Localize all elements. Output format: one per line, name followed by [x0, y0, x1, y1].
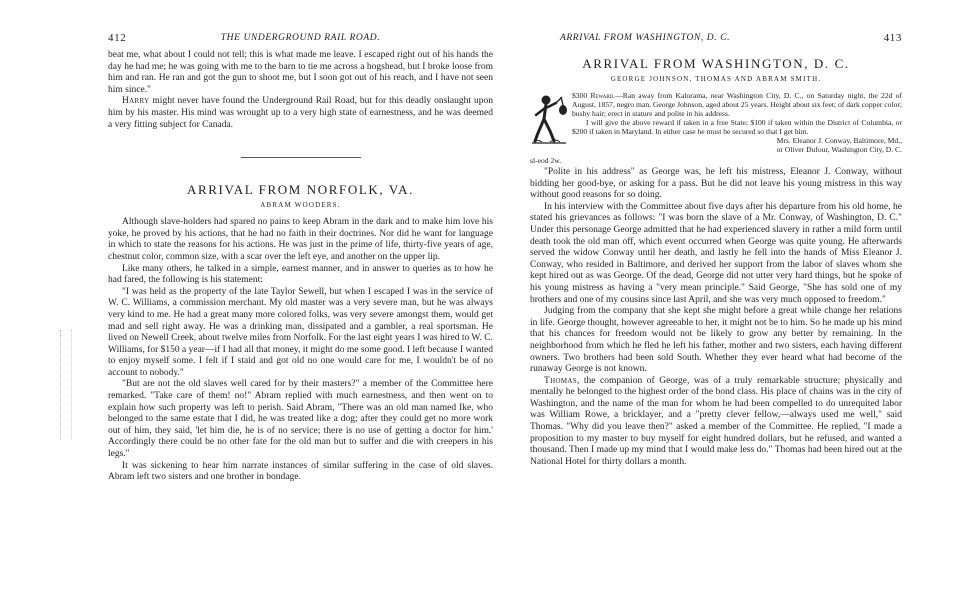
- norfolk-paragraph-5: It was sickening to hear him narrate instances of similar suffering in the case of old slaves. Abram left two sisters and one brother in bondage.: [108, 460, 493, 483]
- left-running-head-title: THE UNDERGROUND RAIL ROAD.: [220, 33, 381, 43]
- norfolk-chapter-subtitle: ABRAM WOODERS.: [260, 201, 341, 210]
- left-page-number: 412: [108, 32, 127, 44]
- ad-code: sl-eod 2w.: [530, 156, 562, 165]
- norfolk-chapter-title: ARRIVAL FROM NORFOLK, VA.: [187, 182, 414, 198]
- right-running-head-title: ARRIVAL FROM WASHINGTON, D. C.: [560, 33, 731, 43]
- washington-chapter-title: ARRIVAL FROM WASHINGTON, D. C.: [582, 56, 850, 71]
- norfolk-paragraph-4: "But are not the old slaves well cared for by their masters?" a member of the Committee here remarked. "Take care of them! no!" Abram replied with much earnestness, and then went on to explain how such property was left to perish. Said Abram, "There was an old man named Ike, who belonged to the same estate that I did, he was treated like a dog; after they could get no more work out of him, they said, 'let him die, he is of no service; there is no use of getting a doctor for him.' Accordingly there could be no other fate for the old man but to suffer and die with creepers in his legs.": [108, 379, 493, 460]
- harry-name: Harry: [122, 96, 150, 107]
- left-running-head: [108, 32, 493, 50]
- norfolk-paragraph-2: Like many others, he talked in a simple, earnest manner, and in answer to queries as to how he had fared, the following is his statement:: [108, 263, 493, 286]
- washington-paragraph-1: "Polite in his address" as George was, he left his mistress, Eleanor J. Conway, without bidding her good-bye, or asking for a pass. But he did not leave his young mistress in this way without good reasons for so doing.: [530, 167, 902, 201]
- ad-signature-1: Mrs. Eleanor J. Conway, Baltimore, Md.,: [776, 136, 902, 145]
- harry-paragraph: [108, 96, 493, 131]
- runaway-figure-icon: [530, 93, 568, 145]
- norfolk-paragraph-1: Although slave-holders had spared no pains to keep Abram in the dark and to make him love his yoke, he proved by his actions, that he had no faith in their doctrines. Nor did he want for language in which to state the reasons for his actions. He was just in the prime of life, thirty-five years of age, chestnut color, common size, with a scar over the left eye, and another on the upper lip.: [108, 217, 493, 262]
- washington-paragraph-3: Judging from the company that she kept she might before a great while change her relations in life. George thought, however agreeable to her, it might not be to him. So he made up his mind that his chances for freedom would not be likely to grow any better by remaining. In the neighborhood from which he fled he left his father, mother and two sisters, each having different owners. Two brothers had been sold South. Whether they ever heard what had become of the runaway George is not known.: [530, 306, 902, 375]
- left-opening-paragraph: beat me, what about I could not tell; this is what made me leave. I escaped right out of his hands the day he had me; he was going with me to the barn to tie me across a hogshead, but I broke loose from him and ran. He ran and got the gun to shoot me, but I soon got out of his reach, and I have not seen him since.": [108, 50, 493, 95]
- ad-signature-2: or Oliver Dufour, Washington City, D. C.: [776, 145, 902, 154]
- right-running-head: [530, 32, 902, 50]
- ad-body-paragraph: [530, 91, 902, 118]
- norfolk-paragraph-3: "I was held as the property of the late Taylor Sewell, but when I escaped I was in the service of W. C. Williams, a commission merchant. My old master was a very severe man, but he was always very kind to me. He had a great many more colored folks, was very severe amongst them, would get mad and sell right away. He was a drinking man, dissipated and a gambler, a real sportsman. He lived on Newell Creek, about twelve miles from Norfolk. For the last eight years I was hired to W. C. Williams, for $150 a year—if I had all that money, it might do me some good. I left because I wanted to enjoy myself some. I felt if I staid and got old no one would care for me, I wouldn't be of no account to nobody.": [108, 286, 493, 378]
- ad-headline: $300 Reward.: [572, 91, 616, 100]
- thomas-name: Thomas: [544, 375, 577, 386]
- thomas-paragraph-text: , the companion of George, was of a truly remarkable structure; physically and mentally he belonged to the highest order of the bond class. His place of chains was in the city of Washington, and the name of the man for whom he had been compelled to do unrequited labor was William Rowe, a bricklayer, and a "pretty clever fellow,—always used me well," said Thomas. "Why did you leave then?" asked a member of the Committee. He replied, "I made a proposition to my master to buy myself for eight hundred dollars, but he refused, and wanted a thousand. Then I made up my mind that I would make less do." Thomas had been hired out at the National Hotel for thirty dollars a month.: [530, 375, 902, 467]
- ad-terms: I will give the above reward if taken in a free State; $100 if taken within the District of Columbia, or $200 if taken in Maryland. In either case he must be secured so that I get him.: [572, 118, 902, 136]
- washington-paragraph-2: In his interview with the Committee about five days after his departure from his old home, he stated his grievances as follows: "I was born the slave of a Mr. Conway, of Washington, D. C." Under this personage George admitted that he had experienced slavery in rather a mild form until death took the old man off, which event occurred when George was quite young. He afterwards served the widow Conway until her death, and lastly he fell into the hands of Miss Eleanor J. Conway, who resided in Baltimore, and derived her support from the labor of slaves whom she kept hired out as was George. Of the dead, George did not utter very hard things, but he spoke of his young mistress as having a "very mean principle." Said George, "She has sold one of my brothers and one of my cousins since last April, and she was very much opposed to freedom.": [530, 201, 902, 305]
- left-page: [108, 0, 493, 616]
- thomas-paragraph: [530, 376, 902, 469]
- right-page-number: 413: [883, 32, 902, 44]
- section-divider: [241, 157, 361, 158]
- harry-paragraph-text: might never have found the Underground Rail Road, but for this deadly onslaught upon him by his master. His mind was wrought up to a very high state of earnestness, and he was deemed a very fitting subject for Canada.: [108, 96, 493, 130]
- washington-chapter-subtitle: GEORGE JOHNSON, THOMAS AND ABRAM SMITH.: [610, 75, 822, 83]
- binding-gutter: [60, 330, 72, 440]
- right-page: [530, 0, 902, 616]
- ad-body: —Ran away from Kalorama, near Washington City, D. C., on Saturday night, the 22d of August, 1857, negro man, George Johnson, aged about 25 years. Height about six feet; of dark copper color; bushy hair; erect in stature and polite in his address.: [572, 91, 902, 118]
- runaway-advertisement: [530, 91, 902, 165]
